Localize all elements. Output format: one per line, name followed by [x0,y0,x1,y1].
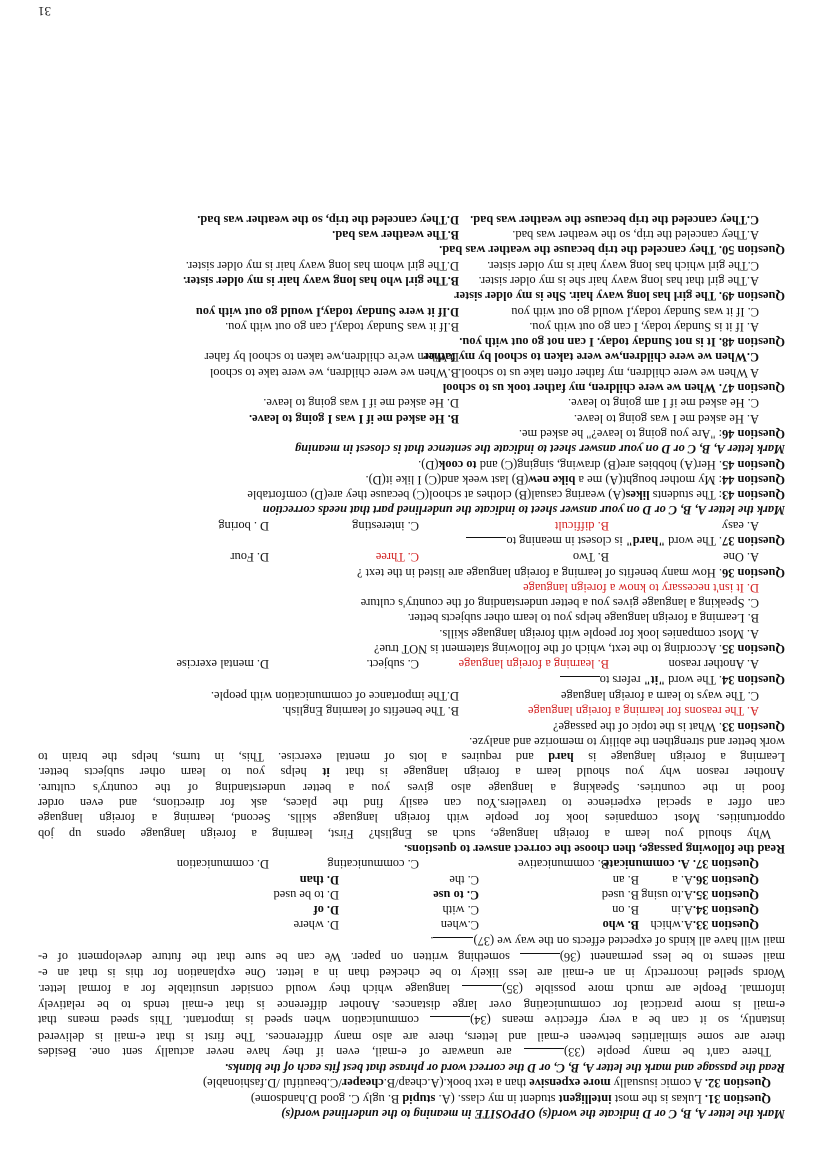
passage-line: Why should you learn a foreign language, such as English? First, learning a foreign language opens up job [38,826,771,841]
passage-line: informal. People are much more possible (35) language which they would consider unsuitable for a formal letter. [38,981,785,996]
question-43: Question 43: The students likes(A) wearing casual(B) clothes at school(C) because they are(D) comfortable [247,488,785,503]
question-46-stem: Question 46: "Are you going to leave?" he asked me. [518,426,785,441]
answer-option: C. Speaking a language gives you a better understanding of the country's culture [360,596,759,611]
question-33-options: Question 33.A.which B. who C.when D. where [293,918,759,933]
question-32: Question 32. A comic isusually more expensive than a text book.(A.cheap/B.cheaper/C.beautiful /D.fashionable) [203,1076,771,1091]
passage-line: There can't be many people (33) are unaware of e-mail, even if they have never actually sent one. Besides [38,1044,771,1059]
section-instruction: Mark the letter A, B, C or D indicate the word(s) OPPOSITE in meaning to the underlined word(s) [281,1107,785,1121]
question-33-options: C. The ways to learn a foreign language D.The importance of communication with people. [210,688,759,703]
passage-line: can offer a special experience to travellers.You can easily find the places, ask for directions, and even order [38,796,785,811]
question-48-options: C. If it was Sunday today,I would go out with you D.If it were Sunday today,I would go out with you [195,304,759,319]
question-36-options: Question 36.A. a B. an C. the D. than [299,872,759,887]
question-34-options: Question 34.A.in B. on C. with D. of [313,903,759,918]
passage-line: there are some similarities between e-mail and letters, there are also many differences. The first is that e-mail is delivered [38,1029,785,1044]
question-35-options: Question 35.A.to using B. used C. to use D. to be used [273,887,759,902]
question-34-stem: Question 34. The word "it" refers to [38,671,785,687]
section-instruction: Mark the letter A, B, C or D on your answer sheet to indicate the underlined part that needs correction [262,503,785,518]
page-number: 31 [38,4,51,20]
passage-line: opportunities. Most companies look for people with foreign language skills. Second, learning a foreign language [38,811,785,826]
passage-line: Another reason why you should learn a foreign language is that it helps you to learn other subjects better. [38,765,785,780]
passage-line: Words spelled incorrectly in an e-mail are less likely to be checked than in a letter. One explanation for this is that an e- [38,966,785,981]
question-50-options: A.They canceled the trip, so the weather was bad. B.The weather was bad. [332,228,759,243]
question-37-options: Question 37. A. communicate B. communicative C. communicating D. communication [176,857,759,872]
passage-line: mail seems to be less permanent (36) something written on paper. We can be sure that the future development of e- [38,950,785,965]
question-49-options: A.The girl that has long wavy hair she is my older sister. B.The girl who has long wavy hair is my older sister. [183,273,759,288]
section-instruction: Read the passage and mark the letter A, B, C, or D the correct word or phrase that best fits each of the blanks. [224,1061,785,1076]
passage-line: instantly, so it can be a very effective means (34) communication when speed is important. This speed means that [38,1013,785,1028]
question-33-options: A. The reasons for learning a foreign language B. The benefits of learning English. [282,704,759,719]
question-49-options: C.The girl which has long wavy hair is my older sister. D.The girl whom has long wavy hair is my older sister. [185,258,759,273]
section-instruction: Read the following passage, then choose the correct answer to questions. [404,841,785,856]
question-35-stem: Question 35. According to the text, which of the following statement is NOT true? [373,642,785,657]
question-47-stem: Question 47. When we were children, my father took us to school [442,381,785,396]
question-49-stem: Question 49. The girl has long wavy hair. She is my older sister [454,289,785,304]
question-36-stem: Question 36. How many benefits of learning a foreign language are listed in the text ? [356,565,785,580]
passage-line: work better and strengthen the ability to memorize and analyze. [469,734,785,749]
question-47-options: C.When we were children,we were taken to school by my father D.When we're children,we taken to school by faher [204,350,759,365]
passage-line: Learning a foreign language is hard and requires a lots of mental exercise. This, in turns, helps the brain to [38,750,785,765]
answer-option: D. It isn't necessary to know a foreign language [523,580,759,595]
question-46-options: A. He asked me I was going to leave. B. He asked me if I was I going to leave. [249,411,759,426]
question-45: Question 45. Her(A) hobbies are(B) drawing, singing(C) and to cook(D). [418,457,785,472]
answer-option: A. Most companies look for people with foreign language skills. [439,626,759,641]
question-37-options: A. easy B. difficult C. interesting D . boring [218,518,759,533]
question-48-options: A. If it is Sunday today, I can go out with you. B.If it was Sunday today,I can go out with you. [225,319,759,334]
question-34-options: A. Another reason B. learning a foreign language C. subject. D. mental exercise [176,657,759,672]
passage-line: e-mail is more practical for communicating over large distances. Another difference is that e-mail tends to be relatively [38,997,785,1012]
question-44: Question 44: My mother bought(A) me a bike new(B) last week and(C) I like it(D). [365,472,785,487]
question-46-options: C. He asked me if I am going to leave. D. He asked me if I was going to leave. [263,396,759,411]
question-33-stem: Question 33. What is the topic of the passage? [552,719,785,734]
section-instruction: Mark letter A, B, C or D on your answer sheet to indicate the sentence that is closest in meaning [294,442,785,457]
question-36-options: A. One B. Two C. Three D. Four [230,550,759,565]
question-31: Question 31. Lukas is the most intelligent student in my class. (A. stupid B. ugly C. good D.handsome) [250,1091,771,1106]
question-47-options: A When we were children, my father often take us to school. B.When we were children, we were take to school [209,365,759,380]
passage-line: food in the countries. Speaking a language also gives you a better understanding of the country's culture. [38,780,785,795]
question-50-options: C.They canceled the trip because the weather was bad. D.They canceled the trip, so the weather was bad. [197,212,759,227]
question-48-stem: Question 48. It is not Sunday today. I can not go out with you. [459,335,785,350]
answer-option: B. Learning a foreign language helps you to learn other subjects better. [407,611,759,626]
passage-line: mail will have all kinds of expected effects on the way we (37). [430,933,785,948]
question-37-stem: Question 37. The word "hard" is closest in meaning to [38,533,785,549]
question-50-stem: Question 50. They canceled the trip because the weather was bad. [439,243,785,258]
